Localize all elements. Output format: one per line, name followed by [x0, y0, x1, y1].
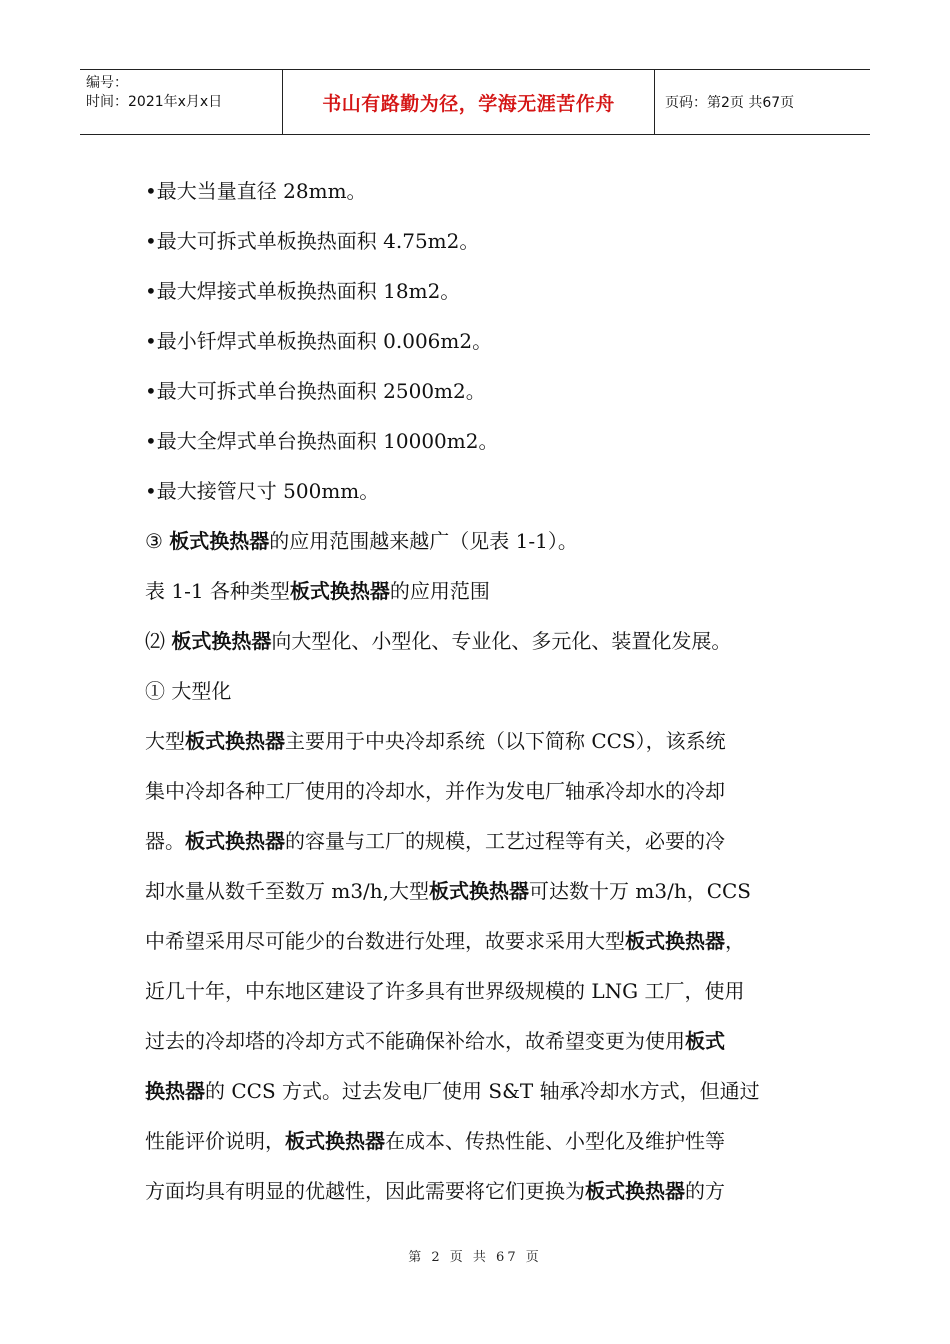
bullet-item: •最大接管尺寸 500mm。	[145, 479, 380, 503]
text-span: 可达数十万 m3/h，CCS	[529, 879, 752, 903]
paragraph-line	[145, 866, 815, 916]
paragraph-line	[145, 716, 815, 766]
keyword: 板式换热器	[285, 1129, 385, 1153]
text-span: ，	[725, 929, 745, 953]
bullet-item: •最大可拆式单板换热面积 4.75m2。	[145, 229, 480, 253]
keyword: 板式换热器	[171, 629, 272, 653]
header-meta	[80, 70, 283, 134]
page-footer: 第 2 页 共 67 页	[408, 1250, 542, 1265]
text-span: 方面均具有明显的优越性，因此需要将它们更换为	[145, 1179, 585, 1203]
bullet-item: •最大全焊式单台换热面积 10000m2。	[145, 429, 499, 453]
text-line	[145, 516, 815, 566]
document-body	[145, 166, 815, 1216]
paragraph-line: 集中冷却各种工厂使用的冷却水，并作为发电厂轴承冷却水的冷却	[145, 779, 725, 803]
keyword: 板式换热器	[169, 529, 270, 553]
text-span: 表 1-1 各种类型	[145, 579, 290, 603]
table-caption	[145, 566, 815, 616]
bullet-item: •最大焊接式单板换热面积 18m2。	[145, 279, 461, 303]
keyword: 板式换热器	[625, 929, 725, 953]
header-page-info: 页码：第2页 共67页	[665, 95, 795, 111]
keyword: 板式换热器	[429, 879, 530, 903]
text-span: 中希望采用尽可能少的台数进行处理，故要求采用大型	[145, 929, 625, 953]
document-number-label: 编号：	[86, 75, 128, 91]
text-span: 在成本、传热性能、小型化及维护性等	[385, 1129, 725, 1153]
paragraph-line: 近几十年，中东地区建设了许多具有世界级规模的 LNG 工厂，使用	[145, 979, 745, 1003]
text-span: 过去的冷却塔的冷却方式不能确保补给水，故希望变更为使用	[145, 1029, 685, 1053]
paragraph-line	[145, 1166, 815, 1216]
paragraph-line	[145, 816, 815, 866]
text-span: 却水量从数千至数万 m3/h,大型	[145, 879, 430, 903]
document-date: 时间：2021年x月x日	[86, 94, 223, 110]
paragraph-line	[145, 1116, 815, 1166]
text-span: 性能评价说明，	[145, 1129, 285, 1153]
keyword: 板式换热器	[185, 829, 285, 853]
keyword: 板式换热器	[185, 729, 285, 753]
text-span: 器。	[145, 829, 185, 853]
text-span: 向大型化、小型化、专业化、多元化、装置化发展。	[271, 629, 732, 653]
section-heading: ① 大型化	[145, 679, 232, 703]
text-span: ⑵	[145, 629, 172, 653]
text-span: 的 CCS 方式。过去发电厂使用 S&T 轴承冷却水方式，但通过	[205, 1079, 760, 1103]
bullet-item: •最小钎焊式单板换热面积 0.006m2。	[145, 329, 493, 353]
text-span: 的方	[685, 1179, 725, 1203]
keyword: 板式换热器	[585, 1179, 685, 1203]
text-span: 的容量与工厂的规模，工艺过程等有关，必要的冷	[285, 829, 725, 853]
keyword: 换热器	[145, 1079, 205, 1103]
paragraph-line	[145, 1016, 815, 1066]
text-span: 主要用于中央冷却系统（以下简称 CCS），该系统	[285, 729, 726, 753]
paragraph-line	[145, 1066, 815, 1116]
bullet-item: •最大可拆式单台换热面积 2500m2。	[145, 379, 486, 403]
document-header	[80, 69, 870, 135]
text-span: 的应用范围	[389, 579, 490, 603]
header-motto: 书山有路勤为径，学海无涯苦作舟	[283, 70, 655, 134]
text-span: 的应用范围越来越广（见表 1-1）。	[269, 529, 578, 553]
paragraph-line	[145, 916, 815, 966]
bullet-item: •最大当量直径 28mm。	[145, 179, 367, 203]
text-line	[145, 616, 815, 666]
keyword: 板式换热器	[289, 579, 390, 603]
keyword: 板式	[685, 1029, 725, 1053]
text-span: 大型	[145, 729, 185, 753]
text-span: ③	[145, 529, 170, 553]
